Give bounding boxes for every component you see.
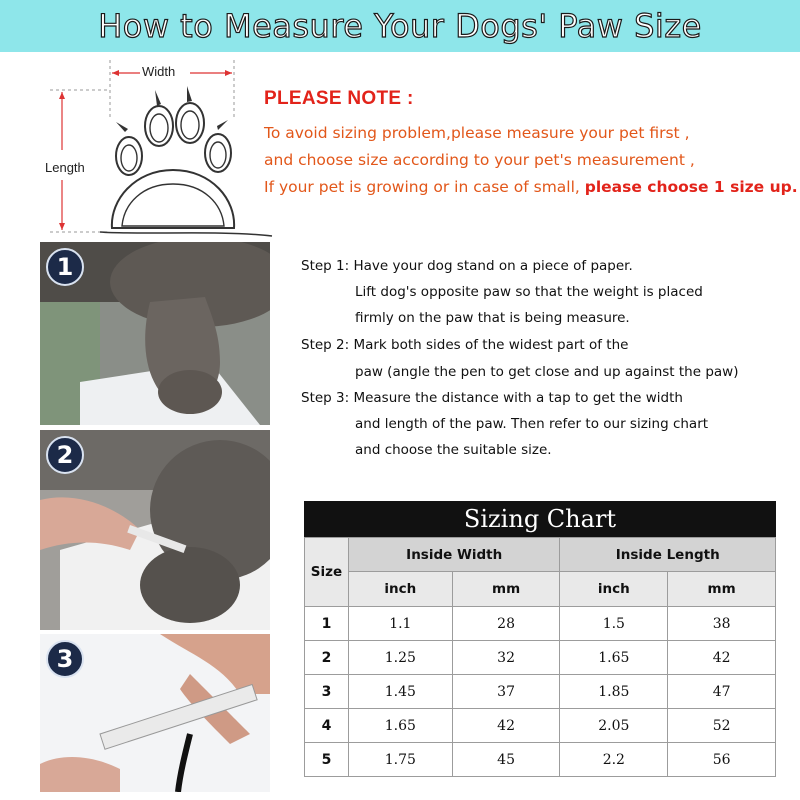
- length-mm-cell: 42: [668, 641, 776, 675]
- note-line-3: [264, 178, 798, 196]
- length-inch-cell: 2.2: [560, 743, 668, 777]
- table-row: [305, 641, 776, 675]
- step-2-text: Step 2: Mark both sides of the widest part of the: [301, 337, 629, 353]
- size-cell: 1: [305, 607, 349, 641]
- length-mm-cell: 38: [668, 607, 776, 641]
- inside-length-header: Inside Length: [560, 538, 776, 572]
- size-cell: 5: [305, 743, 349, 777]
- size-cell: 4: [305, 709, 349, 743]
- width-inch-cell: 1.65: [348, 709, 452, 743]
- width-inch-cell: 1.45: [348, 675, 452, 709]
- paw-diagram: [40, 60, 280, 240]
- length-mm-cell: 52: [668, 709, 776, 743]
- width-inch-cell: 1.1: [348, 607, 452, 641]
- table-row: [305, 675, 776, 709]
- step-2-photo: [40, 430, 270, 630]
- width-mm-cell: 42: [452, 709, 560, 743]
- step-1-text-cont-2: firmly on the paw that is being measure.: [355, 310, 630, 326]
- length-inch-cell: 1.65: [560, 641, 668, 675]
- length-inch-cell: 2.05: [560, 709, 668, 743]
- width-inch-header: inch: [348, 572, 452, 607]
- table-row: [305, 607, 776, 641]
- step-3-photo: [40, 634, 270, 792]
- title-banner: [0, 0, 800, 52]
- page-title: How to Measure Your Dogs' Paw Size: [98, 7, 702, 45]
- sizing-table: [304, 537, 776, 777]
- step-1-text-cont: Lift dog's opposite paw so that the weight is placed: [355, 284, 703, 300]
- length-mm-cell: 47: [668, 675, 776, 709]
- note-line-2: and choose size according to your pet's measurement ,: [264, 151, 695, 169]
- step-1-badge: 1: [46, 248, 84, 286]
- width-inch-cell: 1.25: [348, 641, 452, 675]
- note-title: PLEASE NOTE :: [264, 88, 414, 109]
- length-label: Length: [45, 160, 85, 175]
- step-2-badge: 2: [46, 436, 84, 474]
- size-header: Size: [305, 538, 349, 607]
- table-row: [305, 743, 776, 777]
- length-inch-cell: 1.85: [560, 675, 668, 709]
- size-cell: 2: [305, 641, 349, 675]
- width-inch-cell: 1.75: [348, 743, 452, 777]
- width-mm-cell: 45: [452, 743, 560, 777]
- step-3-text: Step 3: Measure the distance with a tap to get the width: [301, 390, 683, 406]
- note-line-3-emphasis: please choose 1 size up.: [584, 178, 798, 196]
- note-line-3-text: If your pet is growing or in case of small,: [264, 178, 585, 196]
- length-mm-header: mm: [668, 572, 776, 607]
- step-3-badge: 3: [46, 640, 84, 678]
- inside-width-header: Inside Width: [348, 538, 560, 572]
- table-row: [305, 709, 776, 743]
- step-3-text-cont: and length of the paw. Then refer to our sizing chart: [355, 416, 709, 432]
- note-line-1: To avoid sizing problem,please measure your pet first ,: [264, 124, 690, 142]
- paw-outline-icon: [40, 60, 280, 240]
- width-mm-cell: 32: [452, 641, 560, 675]
- width-mm-cell: 37: [452, 675, 560, 709]
- step-2-text-cont: paw (angle the pen to get close and up against the paw): [355, 364, 739, 380]
- length-mm-cell: 56: [668, 743, 776, 777]
- sizing-chart-title: Sizing Chart: [304, 501, 776, 537]
- width-mm-cell: 28: [452, 607, 560, 641]
- size-cell: 3: [305, 675, 349, 709]
- sizing-chart: [304, 501, 776, 780]
- length-inch-cell: 1.5: [560, 607, 668, 641]
- step-1-photo: [40, 242, 270, 425]
- step-3-text-cont-2: and choose the suitable size.: [355, 442, 552, 458]
- length-inch-header: inch: [560, 572, 668, 607]
- width-mm-header: mm: [452, 572, 560, 607]
- width-label: Width: [142, 64, 176, 79]
- step-1-text: Step 1: Have your dog stand on a piece of paper.: [301, 258, 633, 274]
